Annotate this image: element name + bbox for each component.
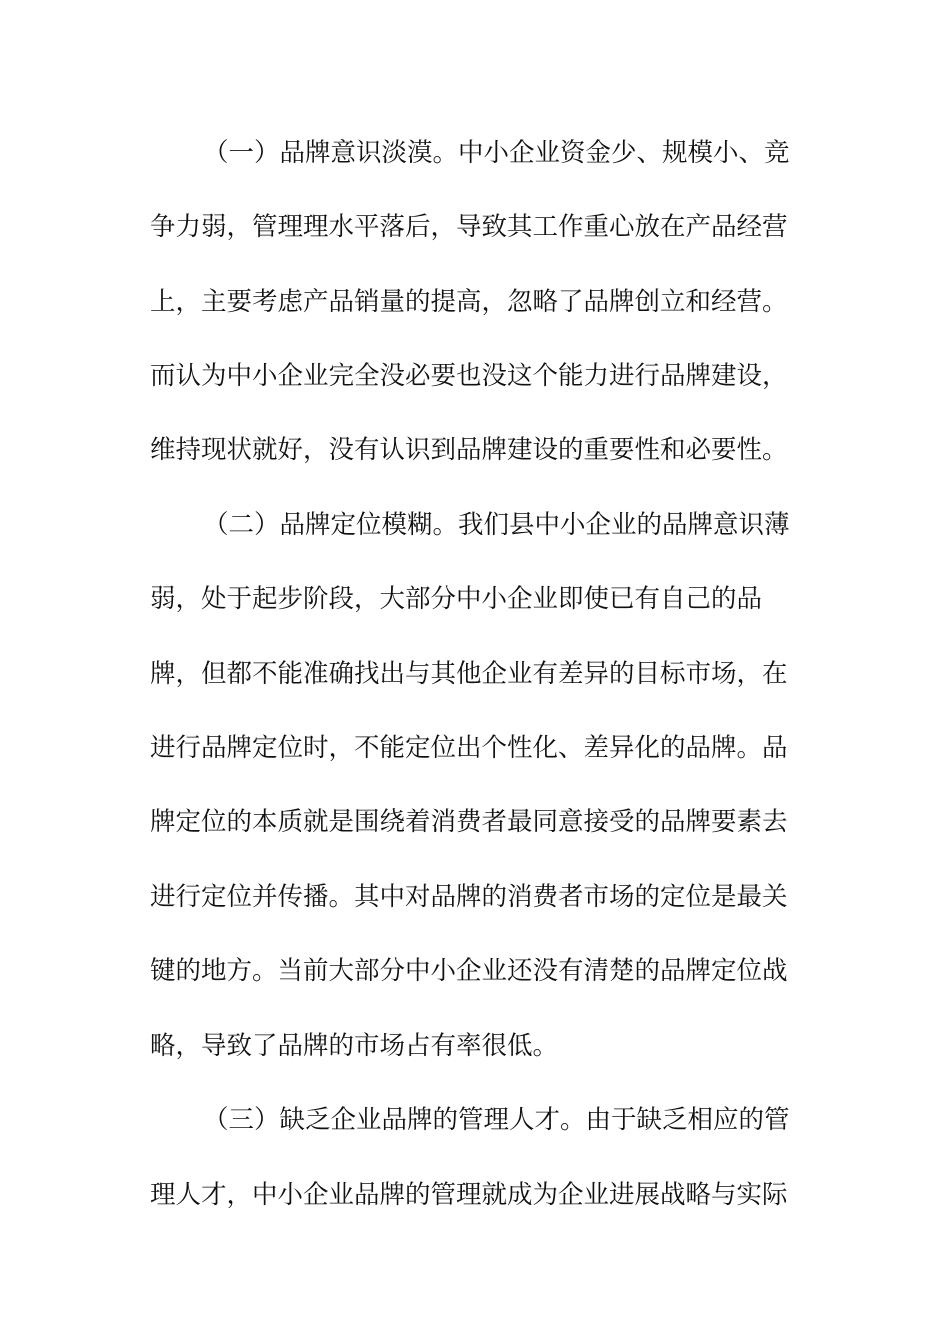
paragraph-3-line-2: 理人才，中小企业品牌的管理就成为企业进展战略与实际: [150, 1180, 788, 1210]
paragraph-1-line-2: 争力弱，管理理水平落后，导致其工作重心放在产品经营: [150, 212, 788, 242]
paragraph-2-line-1: （二）品牌定位模糊。我们县中小企业的品牌意识薄: [203, 510, 790, 540]
paragraph-2-line-5: 牌定位的本质就是围绕着消费者最同意接受的品牌要素去: [150, 807, 788, 837]
paragraph-1-line-1: （一）品牌意识淡漠。中小企业资金少、规模小、竞: [203, 138, 790, 168]
paragraph-2-line-6: 进行定位并传播。其中对品牌的消费者市场的定位是最关: [150, 882, 788, 912]
paragraph-3-line-1: （三）缺乏企业品牌的管理人才。由于缺乏相应的管: [203, 1105, 790, 1135]
paragraph-1-line-3: 上，主要考虑产品销量的提高，忽略了品牌创立和经营。: [150, 287, 788, 317]
paragraph-2-line-8: 略，导致了品牌的市场占有率很低。: [150, 1031, 559, 1061]
paragraph-1-line-4: 而认为中小企业完全没必要也没这个能力进行品牌建设，: [150, 361, 788, 391]
paragraph-1-line-5: 维持现状就好，没有认识到品牌建设的重要性和必要性。: [150, 435, 788, 465]
paragraph-2-line-4: 进行品牌定位时，不能定位出个性化、差异化的品牌。品: [150, 733, 788, 763]
paragraph-2-line-2: 弱，处于起步阶段，大部分中小企业即使已有自己的品: [150, 584, 763, 614]
paragraph-2-line-3: 牌，但都不能准确找出与其他企业有差异的目标市场，在: [150, 659, 788, 689]
paragraph-2-line-7: 键的地方。当前大部分中小企业还没有清楚的品牌定位战: [150, 956, 788, 986]
